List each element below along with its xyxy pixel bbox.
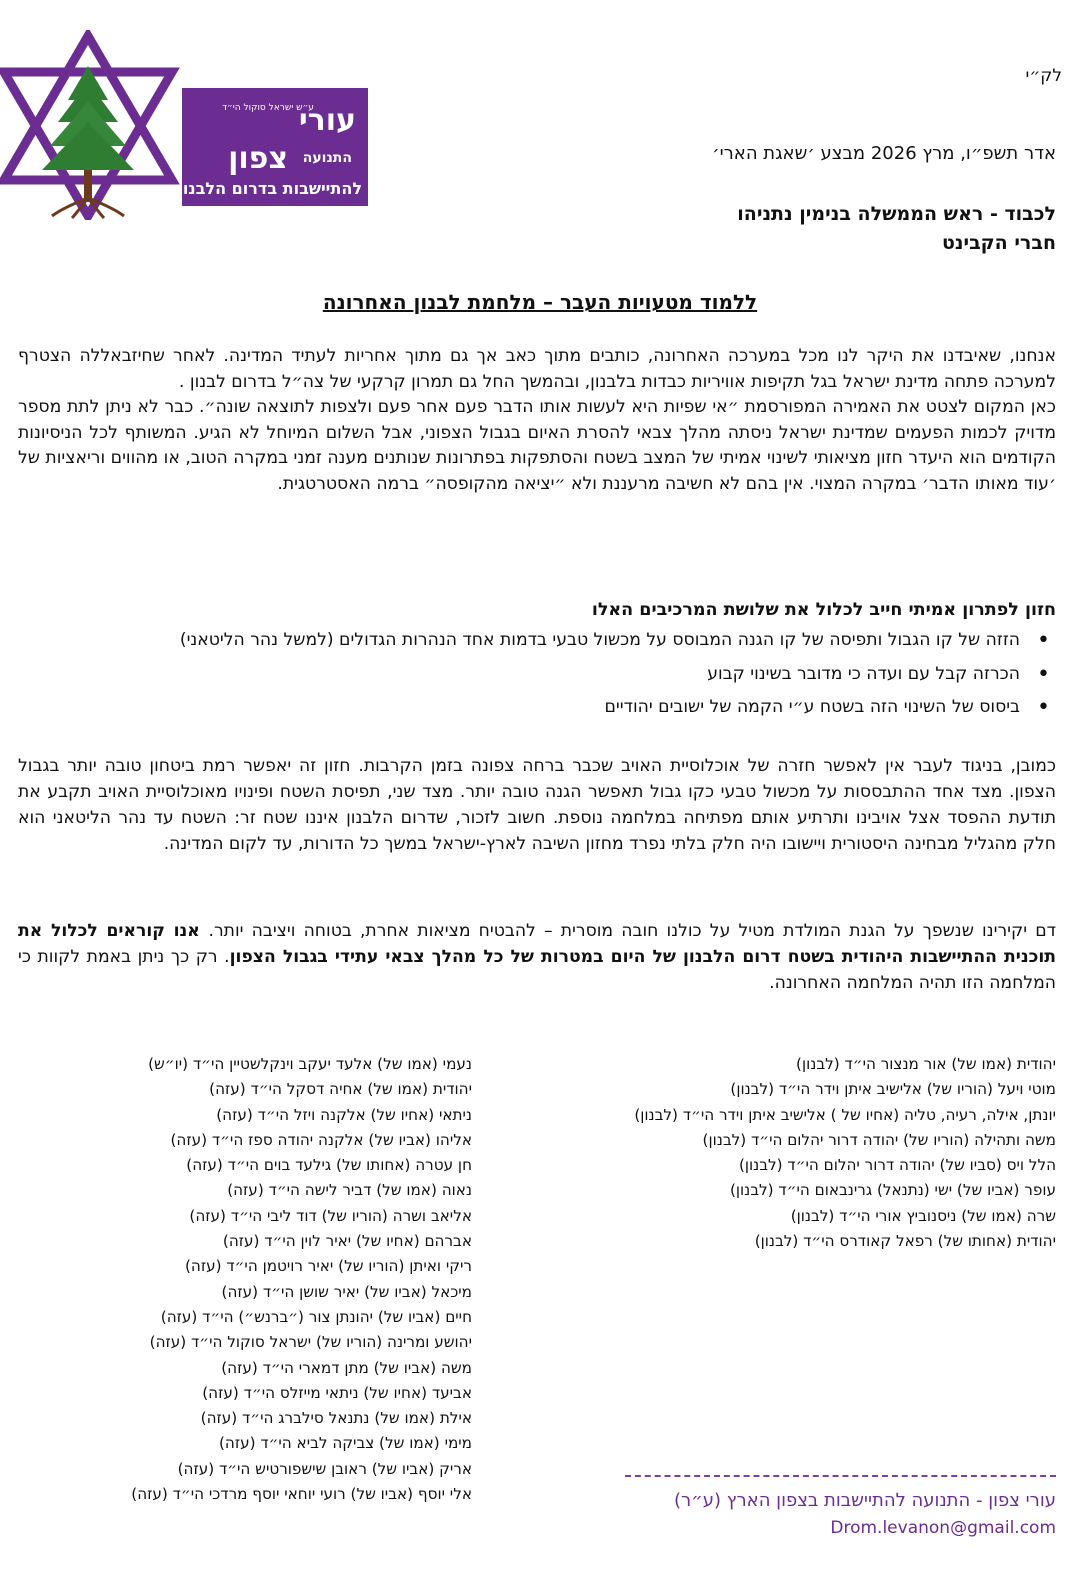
signer-line: יהודית (אמו של) אחיה דסקל הי״ד (עזה)	[209, 1080, 472, 1099]
signer-line: אליאב ושרה (הוריו של) דוד ליבי הי״ד (עזה)	[189, 1206, 472, 1225]
vision-subheading: חזון לפתרון אמיתי חייב לכלול את שלושת המרכיבים האלו	[591, 600, 1056, 620]
recipient-line-1: לכבוד - ראש הממשלה בנימין נתניהו	[737, 203, 1056, 225]
logo-small-line: ע״ש ישראל סוקול הי״ד	[222, 103, 314, 113]
footer-divider	[625, 1475, 1056, 1477]
bullet-item: • ביסוס של השינוי הזה בשטח ע״י הקמה של ישובים יהודיים	[18, 695, 1020, 721]
signer-line: משה ותהילה (הוריו של) יהודה דרור יהלום הי״ד (לבנון)	[702, 1130, 1056, 1149]
signer-line: שרה (אמו של) ניסנוביץ אורי הי״ד (לבנון)	[790, 1206, 1056, 1225]
paragraph-1	[18, 344, 1056, 497]
signer-line: נאוה (אמו של) דביר לישה הי״ד (עזה)	[227, 1181, 472, 1200]
paragraph-1b: כאן המקום לצטט את האמירה המפורסמת ״אי שפיות היא לעשות אותו הדבר פעם אחר פעם ולצפות לתוצאה שונה״. כבר לא ניתן לתת מספר מדויק לכמות הפעמים שמדינת ישראל ניסתה מהלך צבאי להסרת האיום בגבול הצפוני, אבל השלום המיוחל לא הגיע. המשותף לכל הניסיונות הקודמים הוא היעדר חזון מציאותי לשינוי אמיתי של המצב בשטח והסתפקות בפתרונות שנותנים מענה זמני במקרה הטוב, או מהווים וריאציות של ׳עוד מאותו הדבר׳ במקרה המצוי. אין בהם לא חשיבה מרעננת ולא ״יציאה מהקופסה״ ברמה האסטרטגית.	[18, 397, 1056, 494]
signers-gaza-list	[22, 1052, 472, 1507]
signer-line: יהודית (אמו של) אור מנצור הי״ד (לבנון)	[796, 1055, 1056, 1073]
signer-line: ריקי ואיתן (הוריו של) יאיר רויטמן הי״ד (עזה)	[184, 1257, 472, 1276]
recipient-line-2: חברי הקבינט	[941, 232, 1056, 254]
recipients	[737, 200, 1056, 258]
paragraph-3-start: דם יקירינו שנשפך על הגנת המולדת מטיל על כולנו חובה מוסרית – להבטיח מציאות אחרת, בטוחה ויציבה יותר.	[208, 921, 1056, 941]
bullet-item: • הזזה של קו הגבול ותפיסה של קו הגנה המבוסס על מכשול טבעי בדמות אחד הנהרות הגדולים (למשל נהר הליטאני)	[18, 628, 1020, 654]
signer-line: מיכאל (אביו של) יאיר שושן הי״ד (עזה)	[221, 1282, 472, 1301]
signer-line: מוטי ויעל (הוריו של) אלישיב איתן וידר הי״ד (לבנון)	[730, 1080, 1056, 1099]
signer-line: ניתאי (אחיו של) אלקנה ויזל הי״ד (עזה)	[216, 1105, 472, 1124]
logo-tagline: להתיישבות בדרום הלבנון	[177, 179, 362, 198]
signer-line: יהודית (אחותו של) רפאל קאודרס הי״ד (לבנון)	[754, 1232, 1056, 1251]
logo-name-bottom: צפון	[228, 141, 288, 176]
letter-title	[0, 290, 1080, 314]
signer-line: אברהם (אחיו של) יאיר לוין הי״ד (עזה)	[222, 1232, 472, 1251]
footer-email[interactable]: Drom.levanon@gmail.com	[830, 1518, 1056, 1538]
paragraph-2: כמובן, בניגוד לעבר אין לאפשר חזרה של אוכלוסיית האויב שכבר ברחה צפונה בזמן הקרבות. חזון זה יאפשר רמת ביטחון טובה יותר בגבול הצפון. מצד אחד ההתבססות על מכשול טבעי כקו גבול תאפשר הגנה טובה יותר. מצד שני, תפיסת השטח ופינויו מאוכלוסיית האויב תקבע את תודעת ההפסד אצל אויבינו ותרתיע אותם מפתיחה במלחמה נוספת. חשוב לזכור, שדרום הלבנון איננו שטח זר: השטח עד נהר הליטאני הוא חלק מהגליל מבחינה היסטורית ויישובו היה חלק בלתי נפרד מחזון השיבה לארץ-ישראל במשך כל הדורות, עד לקום המדינה.	[18, 756, 1056, 854]
vision-bullet-list	[18, 628, 1056, 729]
signer-line: יהושע ומרינה (הוריו של) ישראל סוקול הי״ד (עזה)	[149, 1333, 472, 1352]
logo-name-top: עורי	[298, 103, 356, 138]
signer-line: אריק (אביו של) ראובן שישפורטיש הי״ד (עזה)	[177, 1459, 472, 1478]
signer-line: עופר (אביו של) ישי (נתנאל) גרינבאום הי״ד (לבנון)	[729, 1181, 1056, 1200]
bullet-item: • הכרזה קבל עם ועדה כי מדובר בשינוי קבוע	[18, 662, 1020, 688]
signer-line: אביעד (אחיו של) ניתאי מייזלס הי״ד (עזה)	[202, 1383, 472, 1402]
lakai-header: לק״י	[1025, 66, 1062, 86]
signer-line: אלי יוסף (אביו של) רועי יוחאי יוסף מרדכי הי״ד (עזה)	[131, 1485, 472, 1504]
paragraph-3-bold: אנו קוראים לכלול את תוכנית ההתיישבות היהודית בשטח דרום הלבנון של היום במטרות של כל מהלך צבאי עתידי בגבול הצפון	[18, 921, 1056, 967]
logo-movement: התנועה	[302, 150, 352, 166]
signer-line: אילת (אמו של) נתנאל סילברג הי״ד (עזה)	[200, 1409, 472, 1428]
footer-organization: עורי צפון - התנועה להתיישבות בצפון הארץ (ע״ר)	[674, 1490, 1056, 1511]
signers-lebanon-list	[496, 1052, 1056, 1254]
signer-line: נעמי (אמו של) אלעד יעקב וינקלשטיין הי״ד (יו״ש)	[148, 1055, 472, 1073]
movement-logo	[0, 30, 380, 220]
paragraph-3-end: . רק כך ניתן באמת לקוות כי המלחמה הזו תהיה המלחמה האחרונה.	[18, 947, 1056, 993]
signer-line: יונתן, אילה, רעיה, טליה (אחיו של ) אלישיב איתן וידר הי״ד (לבנון)	[634, 1105, 1056, 1124]
signer-line: מימי (אמו של) צביקה לביא הי״ד (עזה)	[218, 1434, 472, 1453]
signer-line: משה (אביו של) מתן דמארי הי״ד (עזה)	[221, 1358, 472, 1377]
paragraph-1a: אנחנו, שאיבדנו את היקר לנו מכל במערכה האחרונה, כותבים מתוך כאב אך גם מתוך אחריות לעתיד המדינה. לאחר שחיזבאללה הצטרף למערכה פתחה מדינת ישראל בגל תקיפות אוויריות כבדות בלבנון, ובהמשך החל גם תמרון קרקעי של צה״ל בדרום לבנון .	[18, 346, 1056, 392]
signer-line: אליהו (אביו של) אלקנה יהודה ספז הי״ד (עזה)	[170, 1130, 472, 1149]
signer-line: חיים (אביו של) יהונתן צור (״ברנש״) הי״ד (עזה)	[160, 1307, 472, 1326]
signer-line: הלל ויס (סביו של) יהודה דרור יהלום הי״ד (לבנון)	[738, 1156, 1056, 1175]
letter-title-text: ללמוד מטעויות העבר – מלחמת לבנון האחרונה	[322, 290, 758, 314]
dateline: אדר תשפ״ו, מרץ 2026 מבצע ׳שאגת הארי׳	[712, 143, 1056, 164]
paragraph-3	[18, 918, 1056, 996]
signer-line: חן עטרה (אחותו של) גילעד בוים הי״ד (עזה)	[186, 1156, 472, 1175]
